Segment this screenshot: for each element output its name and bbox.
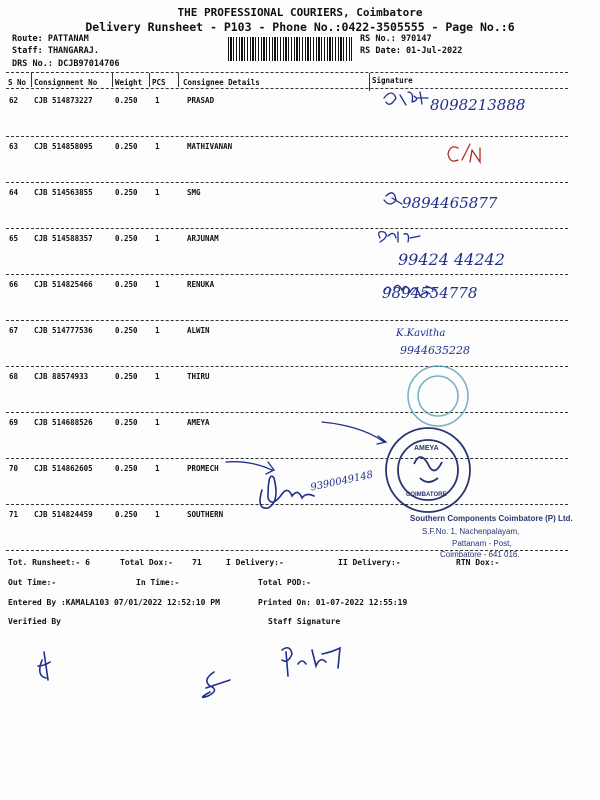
row-divider <box>6 504 568 505</box>
total-runsheet: Tot. Runsheet:- 6 <box>8 558 90 567</box>
row-consignment: CJB 514688526 <box>34 418 93 427</box>
stamp-address: Coimbatore - 641 016. <box>440 550 520 559</box>
row-weight: 0.250 <box>115 510 138 519</box>
row-sno: 67 <box>9 326 19 335</box>
col-separator <box>178 73 179 87</box>
row-sno: 65 <box>9 234 19 243</box>
stamp-address: S.F.No. 1, Nachenpalayam, <box>422 527 520 536</box>
row-divider <box>6 320 568 321</box>
first-delivery: I Delivery:- <box>226 558 284 567</box>
row-pcs: 1 <box>155 464 160 473</box>
row-pcs: 1 <box>155 510 160 519</box>
col-separator <box>149 73 150 87</box>
col-separator <box>31 73 32 87</box>
row-divider <box>6 366 568 367</box>
staff-label: Staff: THANGARAJ. <box>12 46 99 56</box>
row-sno: 64 <box>9 188 19 197</box>
row-consignment: CJB 514873227 <box>34 96 93 105</box>
out-time: Out Time:- <box>8 578 57 587</box>
barcode <box>228 37 352 61</box>
row-consignee: ARJUNAM <box>187 234 219 243</box>
row-consignment: CJB 514858095 <box>34 142 93 151</box>
row-weight: 0.250 <box>115 280 138 289</box>
row-consignment: CJB 514777536 <box>34 326 93 335</box>
divider <box>6 88 568 89</box>
row-divider <box>6 182 568 183</box>
signature-phone: 9894554778 <box>382 284 478 302</box>
col-weight: Weight <box>115 78 143 87</box>
row-pcs: 1 <box>155 418 160 427</box>
row-consignment: CJB 514563855 <box>34 188 93 197</box>
col-sno: S No <box>8 78 27 87</box>
row-pcs: 1 <box>155 326 160 335</box>
row-pcs: 1 <box>155 280 160 289</box>
row-weight: 0.250 <box>115 234 138 243</box>
row-sno: 62 <box>9 96 19 105</box>
total-dox-label: Total Dox:- <box>120 558 173 567</box>
signature-phone: 8098213888 <box>430 96 526 114</box>
rs-date: RS Date: 01-Jul-2022 <box>360 46 463 56</box>
divider <box>6 72 568 73</box>
row-weight: 0.250 <box>115 418 138 427</box>
col-consignment: Consignment No <box>34 78 98 87</box>
row-weight: 0.250 <box>115 142 138 151</box>
row-divider <box>6 136 568 137</box>
stamp-round-text: AMEYA <box>414 445 439 452</box>
col-signature: Signature <box>372 76 413 85</box>
verified-by: Verified By <box>8 617 61 626</box>
row-consignment: CJB 88574933 <box>34 372 89 381</box>
row-weight: 0.250 <box>115 464 138 473</box>
runsheet-title: Delivery Runsheet - P103 - Phone No.:0422-3505555 - Page No.:6 <box>85 20 515 34</box>
signature-name: K.Kavitha <box>396 328 446 339</box>
route-label: Route: PATTANAM <box>12 34 89 44</box>
rtn-dox: RTN Dox:- <box>456 558 500 567</box>
printed-on: Printed On: 01-07-2022 12:55:19 <box>258 598 408 607</box>
row-consignment: CJB 514824459 <box>34 510 93 519</box>
row-divider <box>6 412 568 413</box>
row-divider <box>6 274 568 275</box>
row-consignee: AMEYA <box>187 418 210 427</box>
row-sno: 69 <box>9 418 19 427</box>
col-separator <box>112 73 113 87</box>
row-consignment: CJB 514825466 <box>34 280 93 289</box>
row-pcs: 1 <box>155 372 160 381</box>
signature-phone: 99424 44242 <box>398 250 505 269</box>
row-pcs: 1 <box>155 188 160 197</box>
stamp-company: Southern Components Coimbatore (P) Ltd. <box>410 514 573 523</box>
row-consignee: PRASAD <box>187 96 215 105</box>
row-pcs: 1 <box>155 234 160 243</box>
row-divider <box>6 458 568 459</box>
row-sno: 71 <box>9 510 19 519</box>
row-sno: 70 <box>9 464 19 473</box>
row-weight: 0.250 <box>115 326 138 335</box>
row-consignee: PROMECH <box>187 464 219 473</box>
row-consignment: CJB 514588357 <box>34 234 93 243</box>
signature-phone: 9894465877 <box>402 194 498 212</box>
row-consignee: MATHIVANAN <box>187 142 233 151</box>
row-consignee: THIRU <box>187 372 210 381</box>
company-title: THE PROFESSIONAL COURIERS, Coimbatore <box>177 6 423 19</box>
staff-signature: Staff Signature <box>268 617 341 626</box>
rs-number: RS No.: 970147 <box>360 34 432 44</box>
row-sno: 63 <box>9 142 19 151</box>
signature-phone: 9944635228 <box>400 344 470 357</box>
row-consignee: SMG <box>187 188 201 197</box>
total-dox-value: 71 <box>192 558 202 567</box>
row-consignee: RENUKA <box>187 280 215 289</box>
row-consignee: ALWIN <box>187 326 210 335</box>
row-weight: 0.250 <box>115 372 138 381</box>
row-pcs: 1 <box>155 142 160 151</box>
row-consignment: CJB 514862605 <box>34 464 93 473</box>
row-weight: 0.250 <box>115 96 138 105</box>
row-consignee: SOUTHERN <box>187 510 224 519</box>
col-pcs: PCS <box>152 78 166 87</box>
signature-phone: 9390049148 <box>309 469 375 494</box>
in-time: In Time:- <box>136 578 180 587</box>
total-pod: Total POD:- <box>258 578 311 587</box>
second-delivery: II Delivery:- <box>338 558 401 567</box>
row-sno: 68 <box>9 372 19 381</box>
row-divider <box>6 228 568 229</box>
entered-by: Entered By :KAMALA103 07/01/2022 12:52:10 PM <box>8 598 220 607</box>
drs-number: DRS No.: DCJB97014706 <box>12 59 120 69</box>
col-consignee: Consignee Details <box>183 78 260 87</box>
stamp-round-bottom: COIMBATORE <box>406 492 447 498</box>
stamp-address: Pattanam - Post, <box>452 539 512 548</box>
row-weight: 0.250 <box>115 188 138 197</box>
row-sno: 66 <box>9 280 19 289</box>
row-pcs: 1 <box>155 96 160 105</box>
